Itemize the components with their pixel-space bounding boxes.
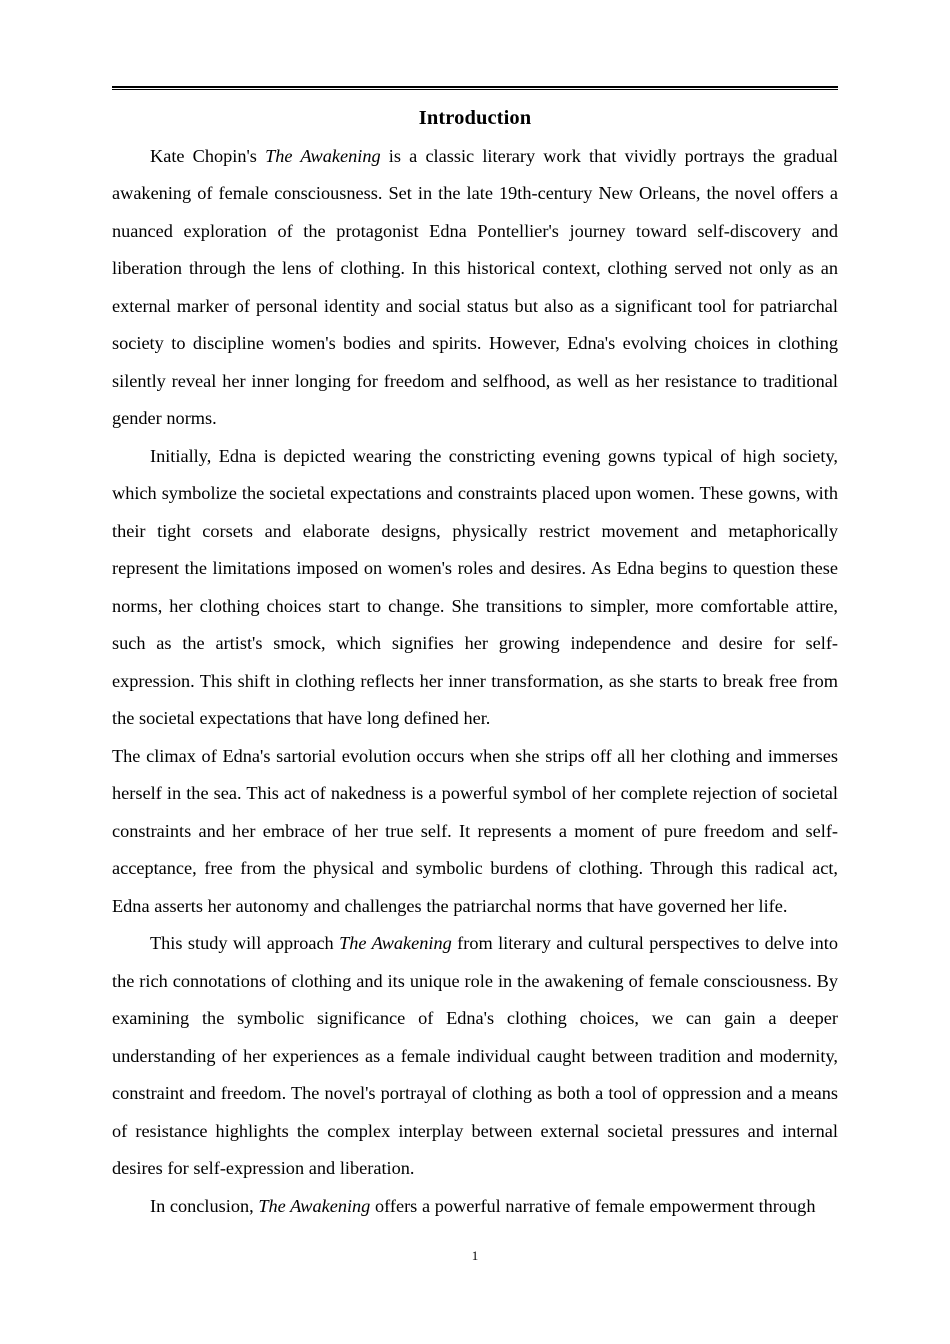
book-title-italic: The Awakening [265, 145, 381, 166]
paragraph-text: The climax of Edna's sartorial evolution occurs when she strips off all her clothing and immerses herself in the sea. This act of nakedness is a powerful symbol of her complete rejection of societal constraints and her embrace of her true self. It represents a moment of pure freedom and self-acceptance, free from the physical and symbolic burdens of clothing. Through this radical act, Edna asserts her autonomy and challenges the patriarchal norms that have governed her life. [112, 745, 838, 916]
body-paragraph [112, 925, 838, 1188]
document-body [112, 100, 838, 1225]
header-rule [112, 86, 838, 91]
body-paragraph [112, 1188, 838, 1226]
paragraph-text: This study will approach [150, 933, 340, 953]
paragraph-text: Kate Chopin's [150, 145, 266, 166]
paragraph-text: Initially, Edna is depicted wearing the constricting evening gowns typical of high society, which symbolize the societal expectations and constraints placed upon women. These gowns, with their tight corsets and elaborate designs, physically restrict movement and metaphorically represent the limitations imposed on women's roles and desires. As Edna begins to question these norms, her clothing choices start to change. She transitions to simpler, more comfortable attire, such as the artist's smock, which signifies her growing independence and desire for self-expression. This shift in clothing reflects her inner transformation, as she starts to break free from the societal expectations that have long defined her. [112, 445, 838, 728]
header-rule-thick-line [112, 86, 838, 88]
header-rule-thin-line [112, 89, 838, 90]
page-number: 1 [471, 1248, 479, 1263]
page-title: Introduction [418, 107, 532, 129]
paragraph-text: is a classic literary work that vividly portrays the gradual awakening of female consciousness. Set in the late 19th-century New Orleans, the novel offers a nuanced exploration of the protagonist Edna Pontellier's journey toward self-discovery and liberation through the lens of clothing. In this historical context, clothing served not only as an external marker of personal identity and social status but also as a significant tool for patriarchal society to discipline women's bodies and spirits. However, Edna's evolving choices in clothing silently reveal her inner longing for freedom and selfhood, as well as her resistance to traditional gender norms. [112, 145, 839, 428]
book-title-italic: The Awakening [258, 1195, 371, 1216]
paragraph-text: In conclusion, [150, 1195, 259, 1216]
body-paragraph [112, 138, 838, 438]
paragraph-container [112, 138, 838, 1226]
body-paragraph [112, 738, 838, 926]
paragraph-text: from literary and cultural perspectives to delve into the rich connotations of clothing and its unique role in the awakening of female consciousness. By examining the symbolic significance of Edna's clothing choices, we can gain a deeper understanding of her experiences as a female individual caught between tradition and modernity, constraint and freedom. The novel's portrayal of clothing as both a tool of oppression and a means of resistance highlights the complex interplay between external societal pressures and internal desires for self-expression and liberation. [112, 933, 839, 1178]
book-title-italic: The Awakening [339, 933, 452, 953]
body-paragraph [112, 438, 838, 738]
paragraph-text: offers a powerful narrative of female empowerment through [370, 1195, 816, 1216]
